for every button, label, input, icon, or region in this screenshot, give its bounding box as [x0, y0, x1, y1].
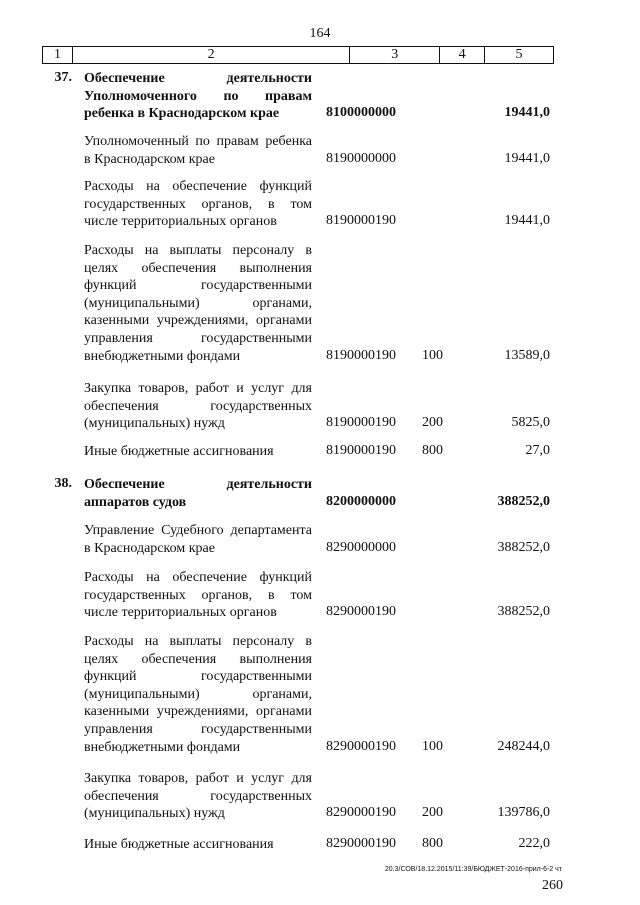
row-name: Управление Судебного департамента в Краснодарском крае	[84, 523, 312, 556]
row-amount: 388252,0	[497, 604, 550, 620]
row-code: 8190000190	[326, 213, 396, 229]
row-name: Закупка товаров, работ и услуг для обеспечения государственных (муниципальных) нужд	[84, 771, 312, 822]
page-number-bottom: 260	[542, 878, 563, 893]
row-code: 8290000190	[326, 836, 396, 851]
row-amount: 5825,0	[511, 415, 550, 431]
row-code: 8290000000	[326, 539, 396, 555]
row-code: 8190000190	[326, 415, 396, 431]
row-amount: 19441,0	[504, 150, 550, 166]
row-amount: 222,0	[518, 836, 550, 851]
row-code: 8200000000	[326, 493, 396, 509]
row-name: Расходы на выплаты персоналу в целях обеспечения выполнения функций государственными (муниципальными) органами, казенными учреждениями, органами управления государственными внебюджетными фондами	[84, 243, 312, 364]
row-name: Расходы на обеспечение функций государственных органов, в том числе территориальных органов	[84, 179, 312, 230]
column-header-1: 1	[43, 47, 73, 64]
row-amount: 13589,0	[504, 347, 550, 363]
row-expense-type: 800	[422, 443, 443, 458]
row-code: 8190000190	[326, 347, 396, 363]
footer-note: 20.3/СОВ/18.12.2015/11:39/БЮДЖЕТ-2016-прил-6-2 чт	[384, 866, 562, 873]
column-header-5: 5	[485, 47, 554, 64]
row-expense-type: 200	[422, 415, 443, 431]
row-code: 8290000190	[326, 604, 396, 620]
row-amount: 19441,0	[504, 105, 550, 121]
row-amount: 27,0	[525, 443, 550, 458]
row-expense-type: 100	[422, 347, 443, 363]
column-header-3: 3	[350, 47, 440, 64]
row-code: 8100000000	[326, 105, 396, 121]
row-name: Обеспечение деятельности аппаратов судов	[84, 477, 312, 510]
column-header-table	[42, 46, 554, 64]
row-code: 8190000000	[326, 150, 396, 166]
row-number: 38.	[54, 476, 72, 491]
row-name: Иные бюджетные ассигнования	[84, 444, 274, 459]
row-name: Закупка товаров, работ и услуг для обеспечения государственных (муниципальных) нужд	[84, 381, 312, 432]
row-name: Расходы на обеспечение функций государственных органов, в том числе территориальных органов	[84, 570, 312, 621]
row-number: 37.	[54, 70, 72, 85]
row-name: Обеспечение деятельности Уполномоченного по правам ребенка в Краснодарском крае	[84, 71, 312, 122]
row-expense-type: 100	[422, 738, 443, 754]
row-amount: 248244,0	[497, 738, 550, 754]
row-expense-type: 200	[422, 805, 443, 821]
row-name: Уполномоченный по правам ребенка в Краснодарском крае	[84, 134, 312, 167]
column-header-2: 2	[72, 47, 349, 64]
column-header-row	[43, 47, 554, 64]
page-number-top: 164	[309, 26, 331, 41]
row-code: 8290000190	[326, 738, 396, 754]
column-header-4: 4	[440, 47, 485, 64]
row-name: Иные бюджетные ассигнования	[84, 837, 274, 852]
row-code: 8290000190	[326, 805, 396, 821]
row-amount: 139786,0	[497, 805, 550, 821]
row-amount: 388252,0	[497, 493, 550, 509]
row-name: Расходы на выплаты персоналу в целях обеспечения выполнения функций государственными (муниципальными) органами, казенными учреждениями, органами управления государственными внебюджетными фондами	[84, 634, 312, 755]
row-expense-type: 800	[422, 836, 443, 851]
row-code: 8190000190	[326, 443, 396, 458]
row-amount: 19441,0	[504, 213, 550, 229]
row-amount: 388252,0	[497, 539, 550, 555]
